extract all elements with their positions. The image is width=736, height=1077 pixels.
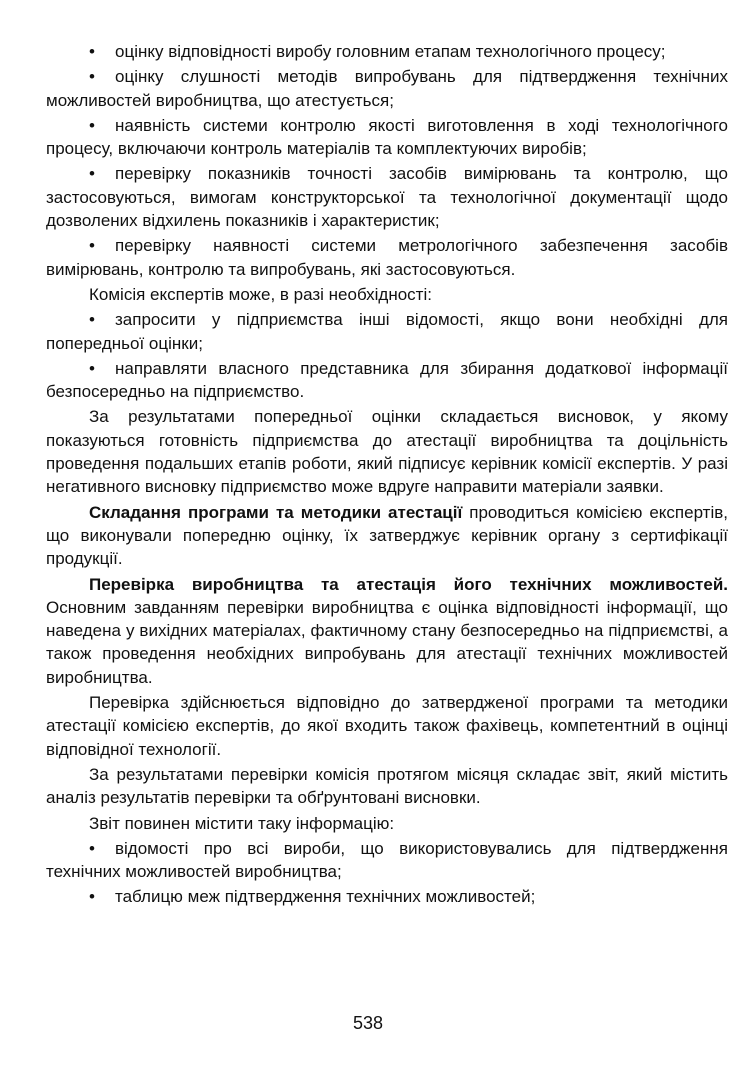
bullet-item [46, 162, 728, 232]
bullet-icon: • [89, 42, 95, 61]
bullet-item [46, 234, 728, 281]
paragraph: Звіт повинен містити таку інформацію: [89, 813, 395, 833]
bullet-text: оцінку слушності методів випробувань для підтвердження технічних можливостей виробництва, що атестується; [46, 67, 728, 110]
paragraph: За результатами перевірки комісія протягом місяця складає звіт, який містить аналіз результатів перевірки та обґрунтовані висновки. [46, 764, 728, 808]
inline-heading: Перевірка виробництва та атестація його технічних можливостей. [89, 574, 728, 594]
bullet-icon: • [89, 115, 95, 135]
bullet-text: перевірку показників точності засобів вимірювань та контролю, що застосовуються, вимогам конструкторської та технологічної документації щодо дозволених відхилень показників і характеристик; [46, 164, 728, 231]
bullet-icon: • [89, 164, 95, 184]
bullet-text: направляти власного представника для збирання додаткової інформації безпосередньо на підприємство. [46, 358, 728, 402]
bullet-icon: • [89, 67, 95, 87]
bullet-item [46, 885, 728, 908]
bullet-text: запросити у підприємства інші відомості, якщо вони необхідні для попередньої оцінки; [46, 310, 728, 353]
bullet-icon: • [89, 838, 95, 858]
page-body [46, 40, 728, 909]
bullet-text: оцінку відповідності виробу головним етапам технологічного процесу; [115, 42, 666, 61]
paragraph: Комісія експертів може, в разі необхідності: [89, 284, 432, 304]
bullet-icon: • [89, 236, 95, 256]
bullet-item [46, 837, 728, 884]
bullet-text: перевірку наявності системи метрологічного забезпечення засобів вимірювань, контролю та випробувань, які застосовуються. [46, 236, 728, 279]
paragraph-with-heading [46, 501, 728, 571]
bullet-text: відомості про всі вироби, що використовувались для підтвердження технічних можливостей виробництва; [46, 838, 728, 882]
paragraph: За результатами попередньої оцінки складається висновок, у якому показуються готовність підприємства до атестації виробництва та доцільність проведення подальших етапів роботи, який підписує керівник комісії експертів. У разі негативного висновку підприємство може вдруге направити матеріали заявки. [46, 407, 728, 497]
bullet-item [46, 65, 728, 112]
paragraph: Перевірка здійснюється відповідно до затвердженої програми та методики атестації комісією експертів, до якої входить також фахівець, компетентний в оцінці відповідної технології. [46, 693, 728, 759]
bullet-text: наявність системи контролю якості виготовлення в ході технологічного процесу, включаючи контроль матеріалів та комплектуючих виробів; [46, 115, 728, 159]
bullet-icon: • [89, 358, 95, 378]
inline-heading: Складання програми та методики атестації [89, 502, 463, 522]
bullet-text: таблицю меж підтвердження технічних можливостей; [115, 887, 536, 907]
paragraph-text: Основним завданням перевірки виробництва є оцінка відповідності інформації, що наведена у вихідних матеріалах, фактичному стану безпосередньо на підприємстві, а також проведення необхідних випробувань для атестації технічних можливостей виробництва. [46, 597, 728, 687]
bullet-item [46, 357, 728, 404]
bullet-item [46, 114, 728, 161]
paragraph-text: проводиться комісією експертів, що виконували попередню оцінку, їх затверджує керівник органу з сертифікації продукції. [46, 502, 728, 569]
paragraph-with-heading [46, 573, 728, 689]
bullet-icon: • [89, 887, 95, 907]
page-number: 538 [352, 1013, 384, 1033]
bullet-item [46, 308, 728, 355]
bullet-icon: • [89, 310, 95, 330]
bullet-item [46, 40, 728, 63]
